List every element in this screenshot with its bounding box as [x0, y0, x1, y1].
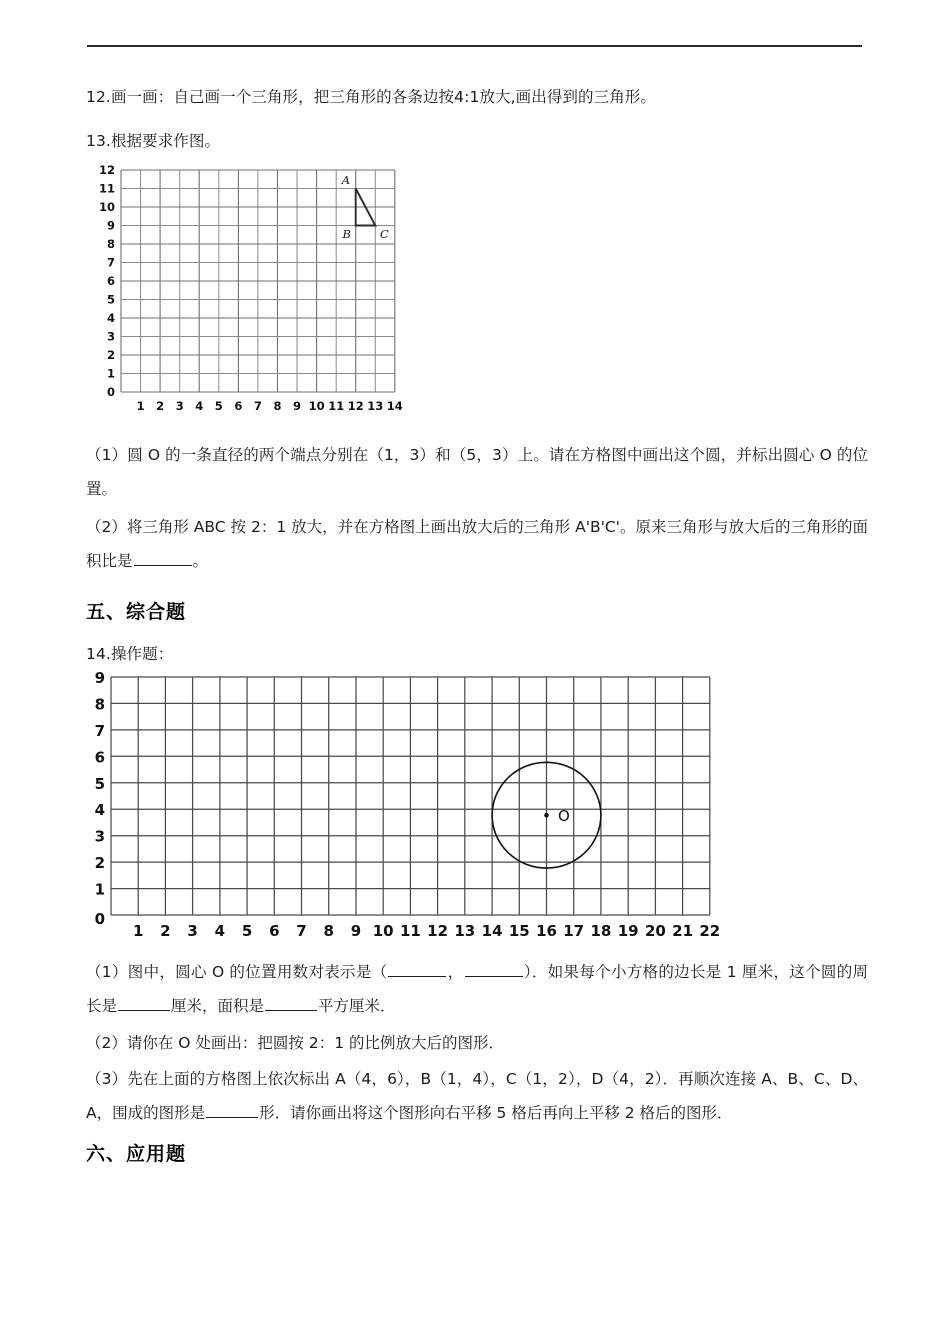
- svg-text:10: 10: [372, 922, 394, 940]
- svg-text:10: 10: [98, 200, 115, 214]
- answer-blank-circumference[interactable]: [118, 997, 170, 1011]
- svg-text:8: 8: [323, 922, 334, 940]
- svg-text:2: 2: [160, 922, 171, 940]
- svg-text:15: 15: [508, 922, 530, 940]
- grid-13-x-tick-labels: [137, 399, 403, 413]
- svg-text:6: 6: [106, 274, 115, 288]
- figure-14-svg: [82, 668, 742, 950]
- svg-text:2: 2: [156, 399, 165, 413]
- svg-text:4: 4: [94, 801, 105, 820]
- question-14-sub-1-d: 厘米，面积是: [171, 997, 265, 1015]
- svg-text:0: 0: [106, 385, 115, 399]
- svg-text:5: 5: [94, 774, 105, 793]
- svg-text:7: 7: [106, 255, 115, 270]
- question-14-sub-2: [86, 1026, 868, 1060]
- question-13-line: [86, 130, 220, 152]
- answer-blank-o-x[interactable]: [388, 963, 446, 977]
- svg-text:6: 6: [269, 922, 280, 940]
- svg-text:6: 6: [234, 399, 243, 413]
- svg-text:3: 3: [94, 827, 105, 846]
- question-14-sub-1-c: ）．如果每个小方格的边长是 1 厘米，这个圆的周长是: [86, 963, 868, 1015]
- question-14-sub-1-a: （1）图中，圆心 O 的位置用数对表示是（: [86, 963, 388, 981]
- question-14-sub-1-b: ，: [447, 963, 464, 981]
- svg-text:7: 7: [94, 721, 105, 740]
- question-14-sub-3-b: 形．请你画出将这个图形向右平移 5 格后再向上平移 2 格后的图形．: [259, 1104, 733, 1122]
- vertex-label-c: C: [380, 227, 389, 241]
- svg-text:12: 12: [347, 399, 364, 413]
- vertex-label-b: B: [342, 227, 351, 241]
- figure-13-grid: [86, 162, 416, 422]
- svg-text:18: 18: [590, 922, 612, 940]
- svg-text:4: 4: [214, 922, 226, 940]
- answer-blank-o-y[interactable]: [465, 963, 523, 977]
- svg-text:2: 2: [94, 854, 105, 873]
- svg-text:1: 1: [106, 366, 115, 381]
- question-14-sub-3-a: （3）先在上面的方格图上依次标出 A（4，6），B（1，4），C（1，2），D（4，2）．再顺次连接 A、B、C、D、A，围成的图形是: [86, 1070, 868, 1122]
- svg-text:9: 9: [292, 399, 302, 413]
- svg-text:20: 20: [644, 922, 666, 940]
- question-13-sub-2-text: （2）将三角形 ABC 按 2：1 放大，并在方格图上画出放大后的三角形 A'B'C'。原来三角形与放大后的三角形的面积比是: [86, 518, 868, 570]
- svg-text:9: 9: [94, 669, 105, 687]
- question-13-sub-2: [86, 510, 868, 578]
- question-14-sub-1-e: 平方厘米．: [318, 997, 396, 1015]
- circle-center-dot: [544, 813, 549, 818]
- svg-text:1: 1: [94, 880, 105, 899]
- svg-text:4: 4: [195, 399, 204, 413]
- svg-text:7: 7: [253, 399, 262, 413]
- grid-13-lines: [121, 170, 395, 392]
- question-14-text: 操作题：: [110, 645, 174, 663]
- svg-text:21: 21: [672, 922, 694, 940]
- svg-text:17: 17: [563, 922, 585, 940]
- svg-text:3: 3: [175, 399, 184, 413]
- svg-text:10: 10: [308, 399, 325, 413]
- question-14-number: 14.: [86, 645, 111, 663]
- svg-text:3: 3: [187, 922, 198, 940]
- svg-text:22: 22: [699, 922, 721, 940]
- answer-blank-shape-name[interactable]: [206, 1104, 258, 1118]
- answer-blank-area[interactable]: [265, 997, 317, 1011]
- svg-text:1: 1: [136, 399, 145, 413]
- svg-text:14: 14: [386, 399, 403, 413]
- svg-text:11: 11: [98, 181, 115, 196]
- svg-text:12: 12: [427, 922, 449, 940]
- question-14-sub-1: [86, 955, 868, 1023]
- circle-center-label: O: [558, 807, 570, 825]
- svg-text:8: 8: [106, 237, 115, 251]
- svg-text:0: 0: [94, 910, 105, 928]
- question-14-sub-2-text: （2）请你在 O 处画出：把圆按 2：1 的比例放大后的图形．: [86, 1034, 504, 1052]
- grid-14-y-tick-labels: [95, 669, 105, 928]
- svg-text:9: 9: [106, 218, 115, 233]
- grid-14-x-tick-labels: [133, 922, 720, 940]
- svg-text:9: 9: [350, 922, 362, 940]
- question-12-line: [86, 86, 656, 108]
- svg-text:4: 4: [106, 311, 115, 325]
- question-12-number: 12.: [86, 88, 111, 106]
- figure-13-svg: [86, 162, 416, 422]
- svg-text:8: 8: [94, 695, 105, 714]
- svg-text:14: 14: [481, 922, 503, 940]
- question-14-line: [86, 643, 173, 665]
- svg-text:5: 5: [241, 922, 253, 940]
- figure-14-grid: [82, 668, 742, 950]
- svg-text:12: 12: [98, 163, 115, 177]
- svg-text:7: 7: [296, 922, 307, 940]
- svg-text:2: 2: [106, 348, 115, 362]
- svg-text:5: 5: [106, 292, 115, 307]
- svg-text:13: 13: [367, 399, 384, 413]
- question-13-text: 根据要求作图。: [110, 132, 221, 150]
- svg-text:1: 1: [132, 922, 144, 940]
- question-13-sub-1: [86, 438, 868, 506]
- svg-text:11: 11: [399, 922, 421, 940]
- header-divider-rule: [87, 45, 862, 47]
- grid-14-vertical-lines: [111, 677, 710, 915]
- question-13-number: 13.: [86, 132, 111, 150]
- answer-blank-area-ratio[interactable]: [134, 552, 192, 566]
- section-heading-six: 六、应用题: [86, 1143, 187, 1165]
- question-13-sub-2-tail: 。: [192, 552, 209, 570]
- question-12-text: 画一画：自己画一个三角形，把三角形的各条边按4:1放大,画出得到的三角形。: [110, 88, 657, 106]
- svg-text:6: 6: [94, 748, 105, 767]
- question-14-sub-3: [86, 1062, 868, 1130]
- question-13-sub-1-text: （1）圆 O 的一条直径的两个端点分别在（1，3）和（5，3）上。请在方格图中画出这个圆，并标出圆心 O 的位置。: [86, 446, 868, 498]
- grid-13-y-tick-labels: [99, 163, 115, 399]
- svg-text:13: 13: [454, 922, 476, 940]
- svg-text:11: 11: [328, 399, 345, 413]
- svg-text:16: 16: [536, 922, 557, 940]
- vertex-label-a: A: [341, 173, 350, 187]
- svg-text:19: 19: [617, 922, 639, 940]
- svg-text:5: 5: [214, 399, 223, 413]
- svg-text:8: 8: [273, 399, 282, 413]
- svg-text:3: 3: [106, 329, 115, 344]
- section-heading-five: 五、综合题: [86, 601, 187, 623]
